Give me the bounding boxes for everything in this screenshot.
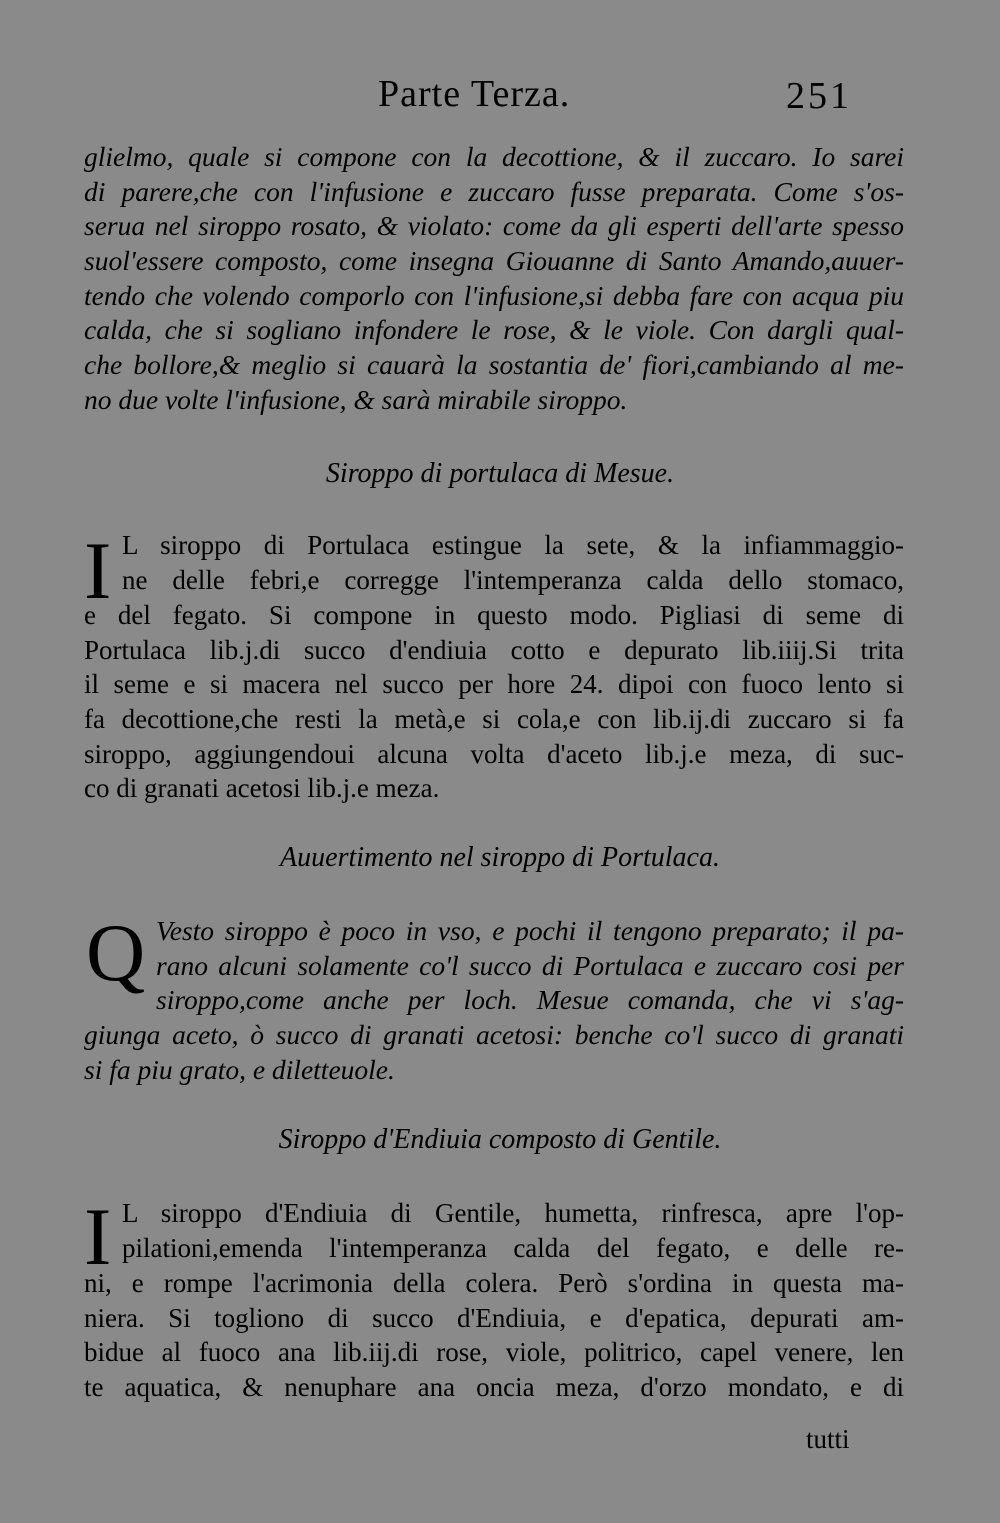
paragraph-opening — [122, 528, 904, 597]
text-line: Vesto siroppo è poco in vso, e pochi il tengono preparato; il pa- — [156, 915, 904, 946]
paragraph-body — [84, 598, 904, 806]
running-head — [0, 72, 1000, 122]
text-line: L siroppo di Portulaca estingue la sete, & la infiammaggio- — [122, 530, 904, 560]
running-title: Parte Terza. — [378, 73, 571, 115]
text-line: bidue al fuoco ana lib.iij.di rose, viole, politrico, capel venere, len — [84, 1337, 904, 1368]
text-line: serua nel siroppo rosato, & violato: come da gli esperti dell'arte spesso — [84, 210, 904, 242]
section-heading: Siroppo di portulaca di Mesue. — [325, 458, 675, 489]
text-line: fa decottione,che resti la metà,e si cola,e con lib.ij.di zuccaro si fa — [84, 704, 904, 735]
text-line: Portulaca lib.j.di succo d'endiuia cotto e depurato lib.iiij.Si trita — [84, 634, 904, 665]
text-line: siroppo,come anche per loch. Mesue comanda, che vi s'ag- — [156, 984, 904, 1016]
text-line: siroppo, aggiungendoui alcuna volta d'aceto lib.j.e meza, di suc- — [84, 738, 904, 769]
text-line: L siroppo d'Endiuia di Gentile, humetta, rinfresca, apre l'op- — [122, 1198, 904, 1228]
continued-paragraph — [84, 140, 904, 418]
text-line: niera. Si togliono di succo d'Endiuia, e d'epatica, depurati am- — [84, 1302, 904, 1333]
text-line: calda, che si sogliano infondere le rose, & le viole. Con dargli qual- — [84, 314, 904, 346]
text-line: tendo che volendo comporlo con l'infusione,si debba fare con acqua piu — [84, 279, 904, 311]
section-heading: Auuertimento nel siroppo di Portulaca. — [280, 842, 720, 873]
page-number: 251 — [786, 75, 852, 117]
text-line: di parere,che con l'infusione e zuccaro fusse preparata. Come s'os- — [84, 175, 904, 207]
drop-capital: Q — [86, 907, 146, 998]
text-line: e del fegato. Si compone in questo modo. Pigliasi di seme di — [84, 600, 904, 630]
text-line: rano alcuni solamente co'l succo di Portulaca e zuccaro cosi per — [156, 949, 904, 981]
text-line: co di granati acetosi lib.j.e meza. — [84, 773, 440, 804]
paragraph-opening — [156, 914, 904, 1018]
text-line: pilationi,emenda l'intemperanza calda del fegato, e delle re- — [122, 1232, 904, 1263]
text-line: te aquatica, & nenuphare ana oncia meza, d'orzo mondato, e di — [84, 1372, 904, 1403]
section-heading: Siroppo d'Endiuia composto di Gentile. — [278, 1124, 722, 1155]
text-line: ne delle febri,e corregge l'intemperanza calda dello stomaco, — [122, 564, 904, 595]
drop-capital: I — [84, 525, 112, 616]
paragraph-body — [84, 1018, 904, 1087]
text-line: si fa piu grato, e diletteuole. — [84, 1053, 395, 1085]
text-line: no due volte l'infusione, & sarà mirabile siroppo. — [84, 383, 628, 415]
paragraph-body — [84, 1266, 904, 1405]
text-line: ni, e rompe l'acrimonia della colera. Però s'ordina in questa ma- — [84, 1268, 904, 1298]
text-line: il seme e si macera nel succo per hore 24. dipoi con fuoco lento si — [84, 669, 904, 700]
text-line: che bollore,& meglio si cauarà la sostantia de' fiori,cambiando al me- — [84, 349, 904, 381]
catchword: tutti — [806, 1424, 850, 1454]
text-line: giunga aceto, ò succo di granati acetosi: benche co'l succo di granati — [84, 1019, 904, 1050]
drop-capital: I — [84, 1191, 112, 1282]
paragraph-opening — [122, 1196, 904, 1265]
text-line: glielmo, quale si compone con la decottione, & il zuccaro. Io sarei — [84, 141, 904, 172]
text-line: suol'essere composto, come insegna Giouanne di Santo Amando,auuer- — [84, 245, 904, 277]
